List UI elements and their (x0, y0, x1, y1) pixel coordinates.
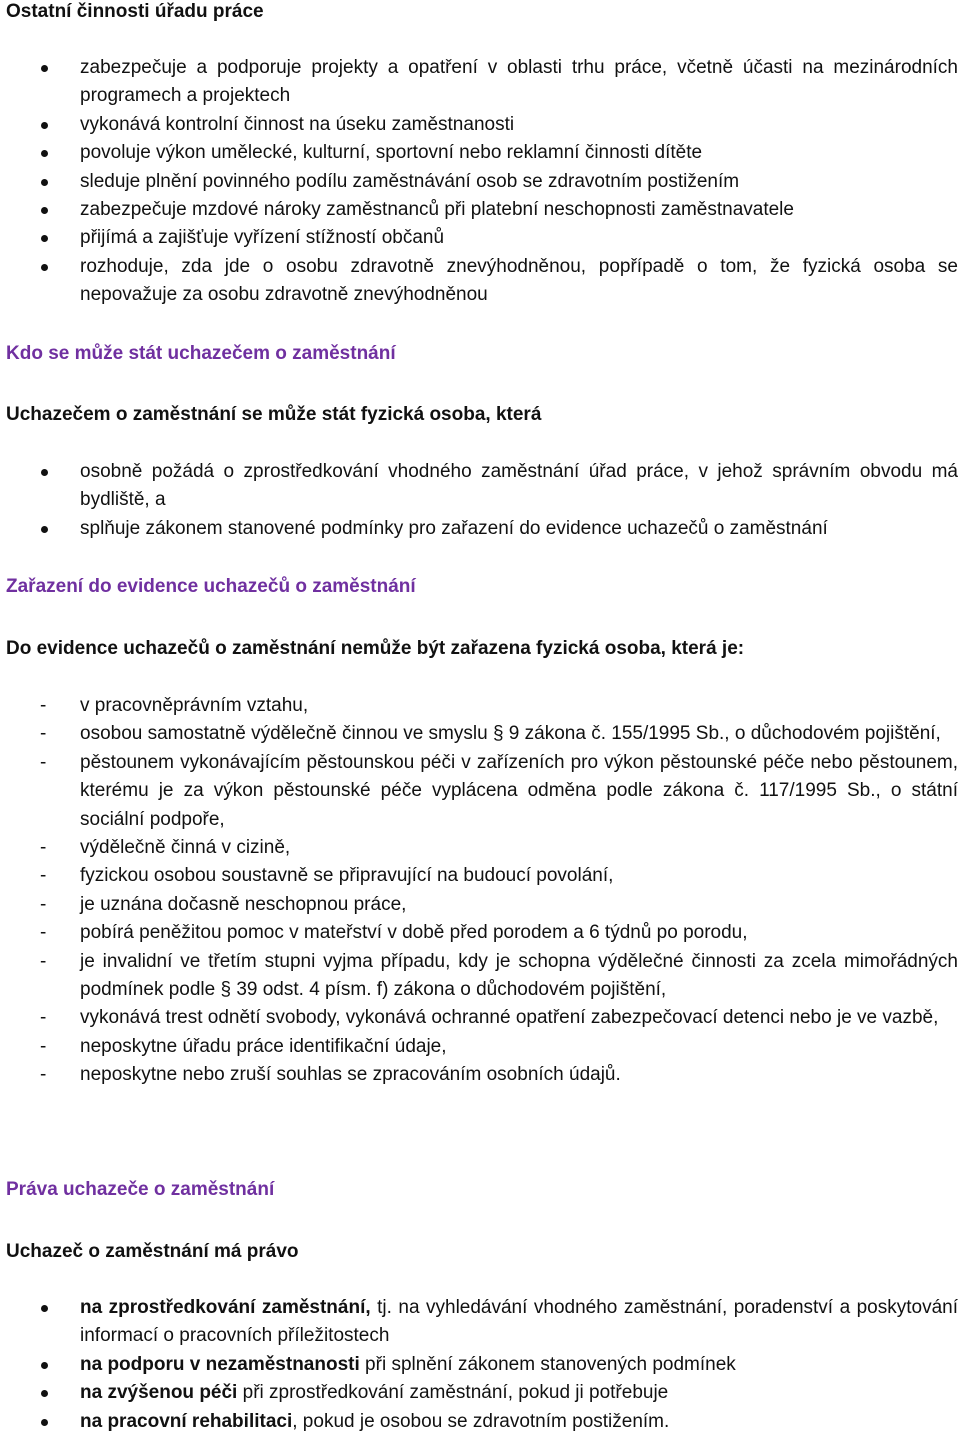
dash-marker: - (40, 893, 47, 915)
bullet-icon (41, 207, 48, 214)
bullet-icon (41, 469, 48, 476)
rights-list (0, 1294, 960, 1436)
section-subtitle-rights: Uchazeč o zaměstnání má právo (6, 1241, 299, 1262)
list-item: - neposkytne nebo zruší souhlas se zpracováním osobních údajů. (0, 1061, 960, 1089)
section-title-who-can-be: Kdo se může stát uchazečem o zaměstnání (6, 343, 396, 364)
bullet-icon (41, 179, 48, 186)
list-item: - fyzickou osobou soustavně se připravující na budoucí povolání, (0, 862, 960, 890)
list-item: - v pracovněprávním vztahu, (0, 692, 960, 720)
list-item: - pobírá peněžitou pomoc v mateřství v době před porodem a 6 týdnů po porodu, (0, 919, 960, 947)
list-item: - je uznána dočasně neschopnou práce, (0, 891, 960, 919)
bullet-icon (41, 526, 48, 533)
list-item: splňuje zákonem stanovené podmínky pro zařazení do evidence uchazečů o zaměstnání (0, 515, 960, 543)
bullet-icon (41, 1362, 48, 1369)
dash-marker: - (40, 1035, 47, 1057)
bullet-icon (41, 264, 48, 271)
bullet-icon (41, 150, 48, 157)
list-item: přijímá a zajišťuje vyřízení stížností občanů (0, 224, 960, 252)
bullet-icon (41, 1390, 48, 1397)
bullet-icon (41, 1305, 48, 1312)
right-name: na pracovní rehabilitaci (80, 1410, 293, 1432)
list-item: - je invalidní ve třetím stupni vyjma případu, kdy je schopna výdělečné činnosti za zcela mimořádných podmínek podle § 39 odst. 4 písm. f) zákona o důchodovém pojištění, (0, 948, 960, 1005)
list-item: zabezpečuje mzdové nároky zaměstnanců při platební neschopnosti zaměstnavatele (0, 196, 960, 224)
bullet-icon (41, 65, 48, 72)
dash-marker: - (40, 751, 47, 773)
section-title-registration: Zařazení do evidence uchazečů o zaměstnání (6, 576, 416, 597)
bullet-icon (41, 235, 48, 242)
list-item: rozhoduje, zda jde o osobu zdravotně znevýhodněnou, popřípadě o tom, že fyzická osoba se nepovažuje za osobu zdravotně znevýhodněnou (0, 253, 960, 310)
right-name: na podporu v nezaměstnanosti (80, 1353, 360, 1375)
list-item: osobně požádá o zprostředkování vhodného zaměstnání úřad práce, v jehož správním obvodu má bydliště, a (0, 458, 960, 515)
section-title-rights: Práva uchazeče o zaměstnání (6, 1179, 275, 1200)
section-subtitle-who-can-be: Uchazečem o zaměstnání se může stát fyzická osoba, která (6, 404, 542, 425)
list-item: vykonává kontrolní činnost na úseku zaměstnanosti (0, 111, 960, 139)
bullet-icon (41, 122, 48, 129)
section-subtitle-registration: Do evidence uchazečů o zaměstnání nemůže být zařazena fyzická osoba, která je: (6, 638, 745, 659)
list-item: - pěstounem vykonávajícím pěstounskou péči v zařízeních pro výkon pěstounské péče nebo pěstounem, kterému je za výkon pěstounské péče vyplácena odměna podle zákona č. 117/1995 Sb., o státní sociální podpoře, (0, 749, 960, 834)
bullet-icon (41, 1419, 48, 1426)
who-can-be-list (0, 458, 960, 543)
dash-marker: - (40, 1064, 47, 1086)
list-item: sleduje plnění povinného podílu zaměstnávání osob se zdravotním postižením (0, 168, 960, 196)
list-item: - vykonává trest odnětí svobody, vykonává ochranné opatření zabezpečovací detenci nebo je ve vazbě, (0, 1004, 960, 1032)
dash-marker: - (40, 865, 47, 887)
list-item: na zvýšenou péči při zprostředkování zaměstnání, pokud ji potřebuje (0, 1379, 960, 1407)
dash-marker: - (40, 1007, 47, 1029)
list-item: na pracovní rehabilitaci, pokud je osobou se zdravotním postižením. (0, 1408, 960, 1436)
list-item: - výdělečně činná v cizině, (0, 834, 960, 862)
list-item: na zprostředkování zaměstnání, tj. na vyhledávání vhodného zaměstnání, poradenství a poskytování informací o pracovních příležitostech (0, 1294, 960, 1351)
list-item: zabezpečuje a podporuje projekty a opatření v oblasti trhu práce, včetně účasti na mezinárodních programech a projektech (0, 54, 960, 111)
right-name: na zvýšenou péči (80, 1382, 238, 1404)
dash-marker: - (40, 950, 47, 972)
dash-marker: - (40, 723, 47, 745)
list-item: povoluje výkon umělecké, kulturní, sportovní nebo reklamní činnosti dítěte (0, 139, 960, 167)
dash-marker: - (40, 922, 47, 944)
dash-marker: - (40, 695, 47, 716)
list-item: - osobou samostatně výdělečně činnou ve smyslu § 9 zákona č. 155/1995 Sb., o důchodovém pojištění, (0, 720, 960, 748)
list-item: - neposkytne úřadu práce identifikační údaje, (0, 1033, 960, 1061)
dash-marker: - (40, 837, 47, 859)
list-item: na podporu v nezaměstnanosti při splnění zákonem stanovených podmínek (0, 1351, 960, 1379)
section-title-other-activities: Ostatní činnosti úřadu práce (6, 1, 264, 22)
other-activities-list (0, 54, 960, 310)
right-name: na zprostředkování zaměstnání, (80, 1297, 371, 1318)
registration-exclusions-list (0, 692, 960, 1090)
